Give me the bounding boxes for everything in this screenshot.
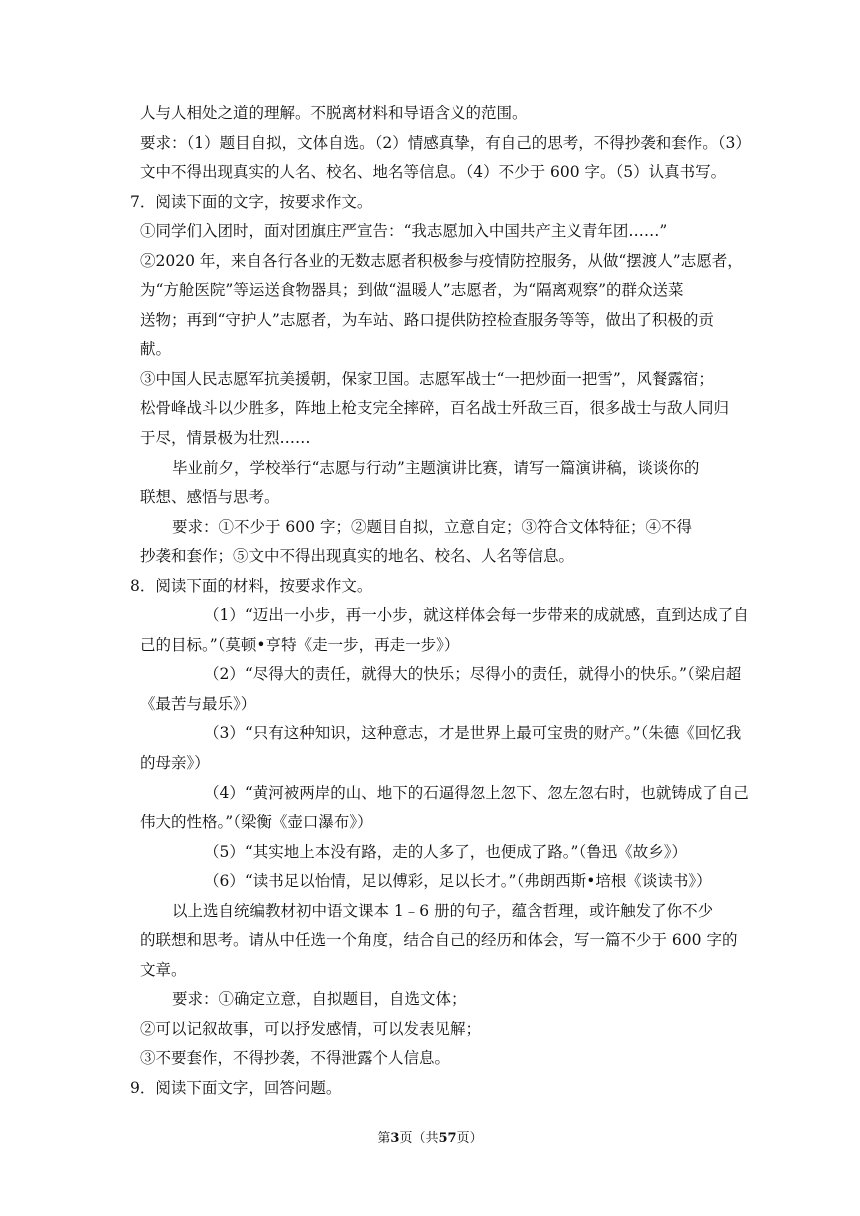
- footer-middle: 页（共: [399, 1131, 439, 1146]
- text-line: 文中不得出现真实的人名、校名、地名等信息。（4）不少于 600 字。（5）认真书写。: [140, 163, 727, 181]
- text-line: 人与人相处之道的理解。不脱离材料和导语含义的范围。: [140, 104, 528, 122]
- text-line: 要求：①确定立意，自拟题目，自选文体；: [172, 990, 467, 1008]
- text-line: ②2020 年，来自各行各业的无数志愿者积极参与疫情防控服务，从做“摆渡人”志愿者，: [140, 252, 743, 270]
- text-line: ②可以记叙故事，可以抒发感情，可以发表见解；: [140, 1020, 482, 1038]
- text-line: 伟大的性格。”（梁衡《壶口瀑布》）: [140, 813, 373, 831]
- question-heading: 8．阅读下面的材料，按要求作文。: [130, 577, 373, 595]
- text-line: 送物；再到“守护人”志愿者，为车站、路口提供防控检查服务等等，做出了积极的贡: [140, 311, 714, 329]
- text-line: 联想、感悟与思考。: [140, 488, 280, 506]
- text-line: （3）“只有这种知识，这种意志，才是世界上最可宝贵的财产。”（朱德《回忆我: [204, 724, 742, 742]
- text-line: 文章。: [140, 961, 187, 979]
- text-line: 抄袭和套作；⑤文中不得出现真实的地名、校名、人名等信息。: [140, 547, 575, 565]
- text-line: （1）“迈出一小步，再一小步，就这样体会每一步带来的成就感，直到达成了自: [204, 606, 749, 624]
- text-line: ③中国人民志愿军抗美援朝，保家卫国。志愿军战士“一把炒面一把雪”，风餐露宿；: [140, 370, 714, 388]
- footer-prefix: 第: [377, 1131, 391, 1146]
- text-line: 献。: [140, 340, 172, 358]
- text-line: 的母亲》）: [140, 754, 210, 772]
- text-line: 要求：（1）题目自拟，文体自选。（2）情感真挚，有自己的思考，不得抄袭和套作。（3）: [140, 134, 751, 152]
- text-line: （2）“尽得大的责任，就得大的快乐；尽得小的责任，就得小的快乐。”（梁启超: [204, 665, 742, 683]
- text-line: 为“方舱医院”等运送食物器具；到做“温暖人”志愿者，为“隔离观察”的群众送菜: [140, 281, 684, 299]
- text-line: 己的目标。”（莫顿•亨特《走一步，再走一步》）: [140, 636, 460, 654]
- page-footer: [0, 1130, 860, 1148]
- text-line: 毕业前夕，学校举行“志愿与行动”主题演讲比赛，请写一篇演讲稿，谈谈你的: [172, 459, 700, 477]
- text-line: （5）“其实地上本没有路，走的人多了，也便成了路。”（鲁迅《故乡》）: [204, 843, 687, 861]
- text-line: ③不要套作，不得抄袭，不得泄露个人信息。: [140, 1049, 451, 1067]
- text-line: 以上选自统编教材初中语文课本 1﹣6 册的句子，蕴含哲理，或许触发了你不少: [172, 902, 714, 920]
- text-line: 《最苦与最乐》）: [140, 695, 257, 713]
- text-line: （4）“黄河被两岸的山、地下的石逼得忽上忽下、忽左忽右时，也就铸成了自己: [204, 784, 749, 802]
- footer-suffix: 页）: [456, 1131, 483, 1146]
- text-line: 要求：①不少于 600 字；②题目自拟，立意自定；③符合文体特征；④不得: [172, 518, 692, 536]
- total-page-count: 57: [438, 1131, 457, 1146]
- text-line: （6）“读书足以怡情，足以傅彩，足以长才。”（弗朗西斯•培根《谈读书》）: [204, 872, 712, 890]
- text-line: 松骨峰战斗以少胜多，阵地上枪支完全摔碎，百名战士歼敌三百，很多战士与敌人同归: [140, 399, 730, 417]
- question-heading: 9．阅读下面文字，回答问题。: [130, 1079, 342, 1097]
- question-heading: 7．阅读下面的文字，按要求作文。: [130, 193, 373, 211]
- text-line: 的联想和思考。请从中任选一个角度，结合自己的经历和体会，写一篇不少于 600 字的: [140, 931, 738, 949]
- text-line: ①同学们入团时，面对团旗庄严宣告：“我志愿加入中国共产主义青年团……”: [140, 222, 668, 240]
- text-line: 于尽，情景极为壮烈……: [140, 429, 311, 447]
- current-page-number: 3: [390, 1131, 400, 1146]
